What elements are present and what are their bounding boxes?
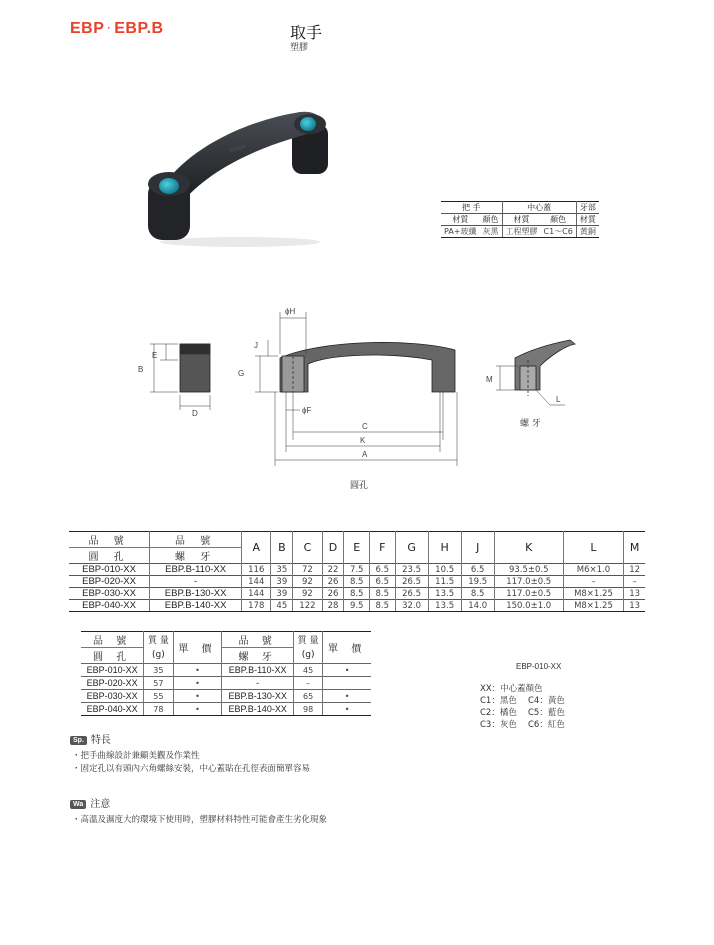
spec-row <box>69 576 645 588</box>
weight-cell-w1: 57 <box>144 677 173 690</box>
features-title: 特長 <box>90 735 111 746</box>
spec-cell-round: EBP-010-XX <box>69 564 150 576</box>
wt-h-part: 品 號 <box>81 632 144 648</box>
spec-cell-thread: EBP.B-140-XX <box>150 600 242 612</box>
spec-cell-val: 12 <box>624 564 645 576</box>
spec-cell-val: 6.5 <box>370 576 396 588</box>
caution-title: 注意 <box>90 799 111 810</box>
weight-cell-thread: - <box>222 677 294 690</box>
spec-cell-val: 92 <box>293 588 322 600</box>
wt-h-price: 單 價 <box>173 632 222 664</box>
spec-cell-val: 144 <box>242 576 271 588</box>
mat-val: C1〜C6 <box>541 226 577 238</box>
wt-h-weight: 質 量 <box>144 632 173 648</box>
spec-cell-thread: EBP.B-130-XX <box>150 588 242 600</box>
weight-cell-p1: • <box>173 690 222 703</box>
dim-G: G <box>238 369 245 378</box>
mat-sub: 顏色 <box>480 214 503 226</box>
spec-cell-val: M6×1.0 <box>563 564 623 576</box>
dim-A: A <box>362 450 368 459</box>
spec-cell-val: 32.0 <box>395 600 428 612</box>
weight-cell-p1: • <box>173 664 222 677</box>
weight-row <box>81 703 371 716</box>
spec-col-M: M <box>624 532 645 564</box>
spec-col-D: D <box>322 532 344 564</box>
spec-cell-val: 92 <box>293 576 322 588</box>
spec-h-part-thread: 品 號 <box>150 532 242 548</box>
caution-list <box>72 814 327 827</box>
features-badge: Sp. <box>70 736 87 745</box>
weight-row <box>81 690 371 703</box>
spec-cell-val: 39 <box>271 576 293 588</box>
weight-cell-w2: – <box>293 677 322 690</box>
spec-cell-val: 117.0±0.5 <box>494 576 563 588</box>
weight-cell-thread: EBP.B-140-XX <box>222 703 294 716</box>
spec-cell-val: 116 <box>242 564 271 576</box>
mat-group-thread: 牙部 <box>576 202 599 214</box>
spec-cell-val: 8.5 <box>344 588 370 600</box>
wt-h-part2: 品 號 <box>222 632 294 648</box>
dim-F: ϕF <box>302 406 312 415</box>
weight-cell-w1: 55 <box>144 690 173 703</box>
mat-val: 工程塑膠 <box>502 226 541 238</box>
brand-ebpb: EBP.B <box>114 20 164 37</box>
feature-item: ・固定孔以有頭內六角螺絲安裝，中心蓋貼在孔徑表面簡單容易 <box>72 764 311 774</box>
brand-separator: · <box>107 23 112 35</box>
dim-B: B <box>138 365 144 374</box>
spec-cell-thread: EBP.B-110-XX <box>150 564 242 576</box>
spec-cell-val: 72 <box>293 564 322 576</box>
spec-cell-val: 26 <box>322 588 344 600</box>
legend-row <box>480 719 576 731</box>
wt-h-thread: 螺 牙 <box>222 648 294 664</box>
spec-cell-val: 26.5 <box>395 588 428 600</box>
spec-cell-val: 13 <box>624 588 645 600</box>
spec-col-C: C <box>293 532 322 564</box>
spec-h-round: 圓 孔 <box>69 548 150 564</box>
spec-cell-val: 178 <box>242 600 271 612</box>
weight-cell-thread: EBP.B-110-XX <box>222 664 294 677</box>
spec-cell-val: – <box>563 576 623 588</box>
spec-cell-val: 22 <box>322 564 344 576</box>
legend-color: C1：黑色 <box>480 696 517 706</box>
spec-cell-val: 13.5 <box>428 588 461 600</box>
spec-cell-val: M8×1.25 <box>563 588 623 600</box>
spec-col-B: B <box>271 532 293 564</box>
wt-h-round: 圓 孔 <box>81 648 144 664</box>
weight-cell-round: EBP-020-XX <box>81 677 144 690</box>
dim-J: J <box>254 341 258 350</box>
spec-cell-val: 7.5 <box>344 564 370 576</box>
spec-cell-val: 45 <box>271 600 293 612</box>
spec-cell-val: 19.5 <box>461 576 494 588</box>
dim-C: C <box>362 422 368 431</box>
spec-row <box>69 588 645 600</box>
caution-item: ・高溫及濕度大的環境下使用時，塑膠材料特性可能會產生劣化現象 <box>72 815 328 825</box>
spec-cell-val: 8.5 <box>461 588 494 600</box>
spec-cell-val: 11.5 <box>428 576 461 588</box>
wt-h-unit2: (g) <box>293 648 322 664</box>
feature-item: ・把手曲線設計兼顧美觀及作業性 <box>72 751 200 761</box>
weight-cell-p2: • <box>323 664 371 677</box>
spec-cell-round: EBP-040-XX <box>69 600 150 612</box>
weight-cell-p2: • <box>323 703 371 716</box>
spec-cell-thread: - <box>150 576 242 588</box>
product-photo <box>140 100 340 250</box>
legend-row <box>480 695 576 707</box>
technical-drawing <box>120 300 590 500</box>
weight-cell-w2: 65 <box>293 690 322 703</box>
label-round-hole: 圓孔 <box>350 481 369 491</box>
spec-row <box>69 564 645 576</box>
weight-cell-w2: 98 <box>293 703 322 716</box>
mat-sub: 顏色 <box>541 214 577 226</box>
caution-heading <box>70 795 110 810</box>
weight-price-table <box>81 631 371 716</box>
spec-cell-round: EBP-020-XX <box>69 576 150 588</box>
weight-cell-round: EBP-010-XX <box>81 664 144 677</box>
mat-val: 黃銅 <box>576 226 599 238</box>
brand-title <box>70 20 164 38</box>
weight-row <box>81 664 371 677</box>
mat-sub: 材質 <box>576 214 599 226</box>
weight-cell-w1: 35 <box>144 664 173 677</box>
weight-cell-w1: 78 <box>144 703 173 716</box>
spec-col-K: K <box>494 532 563 564</box>
label-thread: 螺 牙 <box>520 419 541 429</box>
spec-cell-round: EBP-030-XX <box>69 588 150 600</box>
spec-cell-val: 8.5 <box>370 600 396 612</box>
spec-cell-val: 35 <box>271 564 293 576</box>
dim-E: E <box>152 351 158 360</box>
weight-cell-p2: • <box>323 690 371 703</box>
spec-cell-val: 144 <box>242 588 271 600</box>
spec-cell-val: – <box>624 576 645 588</box>
mat-val: 灰黑 <box>480 226 503 238</box>
legend-color: C3：灰色 <box>480 720 517 730</box>
spec-cell-val: 117.0±0.5 <box>494 588 563 600</box>
spec-cell-val: 8.5 <box>344 576 370 588</box>
spec-cell-val: 10.5 <box>428 564 461 576</box>
caution-badge: Wa <box>70 800 86 809</box>
spec-col-J: J <box>461 532 494 564</box>
spec-cell-val: 6.5 <box>461 564 494 576</box>
spec-table <box>69 531 645 612</box>
spec-h-part-round: 品 號 <box>69 532 150 548</box>
spec-cell-val: 23.5 <box>395 564 428 576</box>
dim-K: K <box>360 436 366 445</box>
spec-col-F: F <box>370 532 396 564</box>
page-subtitle: 塑膠 <box>290 43 309 53</box>
page-title: 取手 <box>290 23 323 42</box>
weight-cell-round: EBP-030-XX <box>81 690 144 703</box>
spec-row <box>69 600 645 612</box>
order-code-example: EBP-010-XX <box>516 662 562 671</box>
spec-cell-val: 26.5 <box>395 576 428 588</box>
spec-cell-val: 39 <box>271 588 293 600</box>
features-list <box>72 750 310 776</box>
spec-cell-val: M8×1.25 <box>563 600 623 612</box>
dim-H: ϕH <box>285 307 296 316</box>
features-heading <box>70 731 111 746</box>
spec-cell-val: 14.0 <box>461 600 494 612</box>
spec-cell-val: 150.0±1.0 <box>494 600 563 612</box>
wt-h-unit: (g) <box>144 648 173 664</box>
dim-L: L <box>556 395 561 404</box>
spec-col-E: E <box>344 532 370 564</box>
svg-text:ELESA: ELESA <box>228 143 247 154</box>
brand-ebp: EBP <box>70 20 105 37</box>
mat-group-handle: 把 手 <box>441 202 502 214</box>
weight-cell-p1: • <box>173 677 222 690</box>
spec-cell-val: 26 <box>322 576 344 588</box>
cap-color-legend <box>480 683 576 731</box>
mat-group-cap: 中心蓋 <box>502 202 576 214</box>
material-table <box>441 201 599 238</box>
legend-title: XX：中心蓋顏色 <box>480 684 543 694</box>
spec-col-A: A <box>242 532 271 564</box>
mat-sub: 材質 <box>502 214 541 226</box>
legend-row <box>480 707 576 719</box>
mat-val: PA+玻纖 <box>441 226 480 238</box>
weight-cell-round: EBP-040-XX <box>81 703 144 716</box>
dim-M: M <box>486 375 493 384</box>
legend-color: C4：黃色 <box>528 696 565 706</box>
spec-cell-val: 8.5 <box>370 588 396 600</box>
legend-color: C6：紅色 <box>528 720 565 730</box>
spec-h-thread: 螺 牙 <box>150 548 242 564</box>
spec-cell-val: 28 <box>322 600 344 612</box>
spec-col-L: L <box>563 532 623 564</box>
spec-cell-val: 122 <box>293 600 322 612</box>
legend-color: C2：橘色 <box>480 708 517 718</box>
dim-D: D <box>192 409 198 418</box>
spec-cell-val: 93.5±0.5 <box>494 564 563 576</box>
spec-cell-val: 9.5 <box>344 600 370 612</box>
spec-cell-val: 13 <box>624 600 645 612</box>
spec-col-H: H <box>428 532 461 564</box>
mat-sub: 材質 <box>441 214 480 226</box>
weight-row <box>81 677 371 690</box>
weight-cell-p1: • <box>173 703 222 716</box>
spec-cell-val: 6.5 <box>370 564 396 576</box>
legend-color: C5：藍色 <box>528 708 565 718</box>
spec-col-G: G <box>395 532 428 564</box>
weight-cell-p2 <box>323 677 371 690</box>
weight-cell-w2: 45 <box>293 664 322 677</box>
spec-cell-val: 13.5 <box>428 600 461 612</box>
weight-cell-thread: EBP.B-130-XX <box>222 690 294 703</box>
wt-h-weight2: 質 量 <box>293 632 322 648</box>
wt-h-price2: 單 價 <box>323 632 371 664</box>
